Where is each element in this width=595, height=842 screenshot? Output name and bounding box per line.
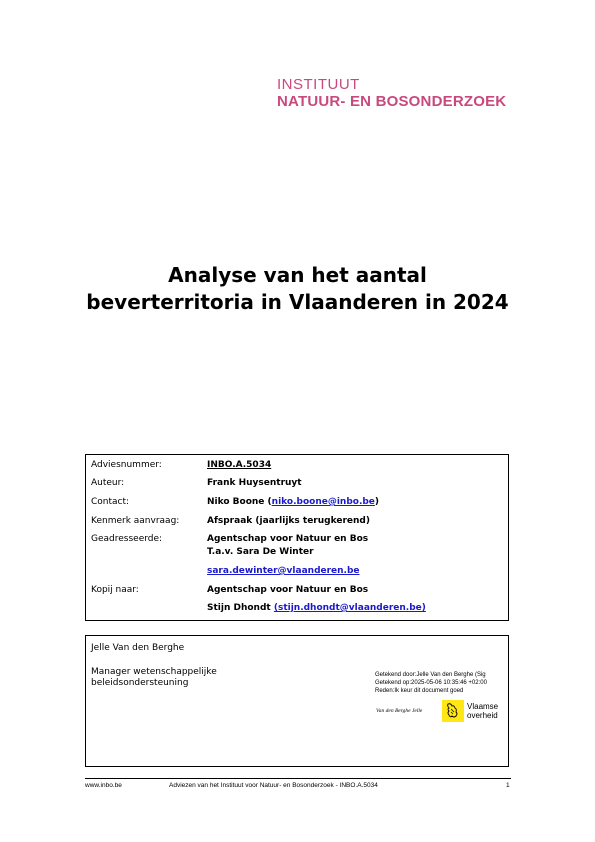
signer-role-line-2: beleidsondersteuning <box>91 678 189 688</box>
title-line-1: Analyse van het aantal <box>168 263 427 287</box>
signer-role-line-1: Manager wetenschappelijke <box>91 667 217 677</box>
vlaamse-overheid-logo <box>442 700 506 722</box>
geadresseerde-label: Geadresseerde: <box>91 534 163 544</box>
vo-line-2: overheid <box>467 711 498 720</box>
contact-close: ) <box>374 497 380 507</box>
vo-line-1: Vlaamse <box>467 702 499 711</box>
kopij-email-link[interactable]: (stijn.dhondt@vlaanderen.be) <box>273 603 426 613</box>
signer-name: Jelle Van den Berghe <box>91 643 185 653</box>
logo-line-2: NATUUR- EN BOSONDERZOEK <box>277 93 507 110</box>
advies-value: INBO.A.5034 <box>207 460 272 470</box>
geadresseerde-tav: T.a.v. Sara De Winter <box>207 547 314 557</box>
kopij-name: Stijn Dhondt <box>207 603 274 613</box>
title-line-2: beverterritoria in Vlaanderen in 2024 <box>86 290 509 314</box>
handwritten-signature: Van den Berghe Jelle <box>376 708 423 714</box>
auteur-label: Auteur: <box>91 478 125 488</box>
kenmerk-value: Afspraak (jaarlijks terugkerend) <box>207 516 370 526</box>
footer-site: www.inbo.be <box>85 782 122 789</box>
auteur-value: Frank Huysentruyt <box>207 478 302 488</box>
contact-label: Contact: <box>91 497 130 507</box>
signed-on: Getekend op:2025-05-06 10:35:46 +02:00 <box>375 680 487 686</box>
geadresseerde-email-link[interactable]: sara.dewinter@vlaanderen.be <box>207 566 360 576</box>
document-title <box>60 262 535 316</box>
contact-name: Niko Boone ( <box>207 497 272 507</box>
contact-email-link[interactable]: niko.boone@inbo.be <box>271 497 375 507</box>
advies-label: Adviesnummer: <box>91 460 162 470</box>
page-number: 1 <box>506 782 510 789</box>
signed-by: Getekend door:Jelle Van den Berghe (Sig <box>375 672 486 678</box>
lion-icon <box>442 700 464 722</box>
kopij-value <box>207 603 426 613</box>
logo-line-1: INSTITUUT <box>277 76 360 93</box>
geadresseerde-org: Agentschap voor Natuur en Bos <box>207 534 369 544</box>
digital-signature-info <box>375 671 487 695</box>
signature-box <box>85 635 509 767</box>
footer-description: Adviezen van het Instituut voor Natuur- en Bosonderzoek - INBO.A.5034 <box>169 782 378 789</box>
inbo-logo <box>277 76 506 110</box>
info-box <box>85 454 509 621</box>
footer-divider <box>85 778 511 779</box>
contact-value <box>207 497 379 507</box>
kopij-org: Agentschap voor Natuur en Bos <box>207 585 369 595</box>
signed-reason: Reden:Ik keur dit document goed <box>375 688 464 694</box>
kenmerk-label: Kenmerk aanvraag: <box>91 516 180 526</box>
kopij-label: Kopij naar: <box>91 585 139 595</box>
